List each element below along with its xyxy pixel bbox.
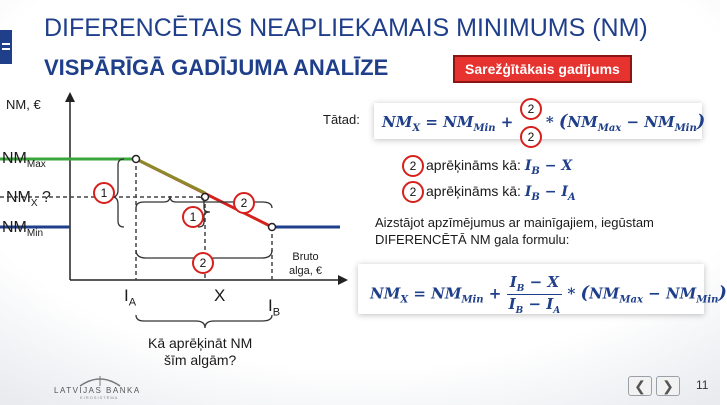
final-formula-box — [358, 264, 727, 316]
point-min — [269, 224, 276, 231]
x-axis-label: Bruto alga, € — [289, 251, 323, 277]
calc-line-2: aprēķināms kā: $I_B - I_A$ — [426, 183, 576, 203]
final-formula: $NM_X = NM_{Min}$ + $\frac{I_B - X}{I_B - I_A}$ * $(NM_{Max} - NM_{Min})$ — [370, 273, 727, 316]
ia-label: $I_A$ — [124, 286, 137, 309]
marker-1b: 1 — [182, 206, 204, 228]
x-label: X — [214, 286, 226, 305]
menu-icon[interactable] — [0, 30, 12, 64]
logo-sub: EIROSISTĒMA — [80, 395, 119, 400]
nm-max-label: $NM_{Max}$ — [2, 150, 46, 171]
chevron-left-icon[interactable]: ❮ — [628, 376, 652, 396]
point-max — [133, 156, 140, 163]
slide-title: DIFERENCĒTAIS NEAPLIEKAMAIS MINIMUMS (NM) — [44, 14, 648, 42]
nm-slope-green — [136, 159, 205, 193]
slide-subtitle: VISPĀRĪGĀ GADĪJUMA ANALĪZE — [44, 55, 389, 80]
formula-marker-mid: 2 — [520, 126, 542, 148]
question-label: Kā aprēķināt NM šīm algām? — [148, 335, 253, 368]
marker-1a: 1 — [93, 182, 115, 204]
logo-arch — [50, 374, 150, 386]
difficulty-badge: Sarežģītākais gadījums — [453, 55, 632, 83]
nm-x-label: $NM_X$ ? — [6, 189, 51, 210]
marker-2a: 2 — [233, 192, 255, 214]
marker-2b: 2 — [192, 252, 214, 274]
page-number: 11 — [696, 378, 709, 392]
ib-label: $I_B$ — [268, 296, 281, 319]
x-axis-arrow — [338, 275, 348, 285]
formula-nm-x: $NM_X = NM_{Min}$ + * $(NM_{Max} - NM_{Min})$ — [382, 111, 706, 134]
calc-marker-1: 2 — [402, 155, 424, 177]
conclusion-text: Aizstājot apzīmējumus ar mainīgajiem, iegūstam DIFERENCĒTĀ NM gala formulu: — [375, 215, 654, 247]
tatad-label: Tātad: — [323, 112, 360, 127]
final-fraction: $\frac{I_B - X}{I_B - I_A}$ — [508, 273, 561, 316]
y-axis-arrow — [65, 92, 75, 102]
calc-marker-2: 2 — [402, 181, 424, 203]
point-x — [202, 194, 209, 201]
calc-line-1: aprēķināms kā: $I_B - X$ — [426, 157, 573, 177]
nm-min-label: $NM_{Min}$ — [2, 219, 44, 240]
chevron-right-icon[interactable]: ❯ — [656, 376, 680, 396]
brace-question — [136, 315, 272, 328]
latvijas-banka-logo — [50, 374, 150, 400]
y-axis-label: NM, € — [6, 97, 41, 112]
formula-marker-top: 2 — [520, 98, 542, 120]
logo-text: LATVIJAS BANKA — [54, 386, 141, 395]
